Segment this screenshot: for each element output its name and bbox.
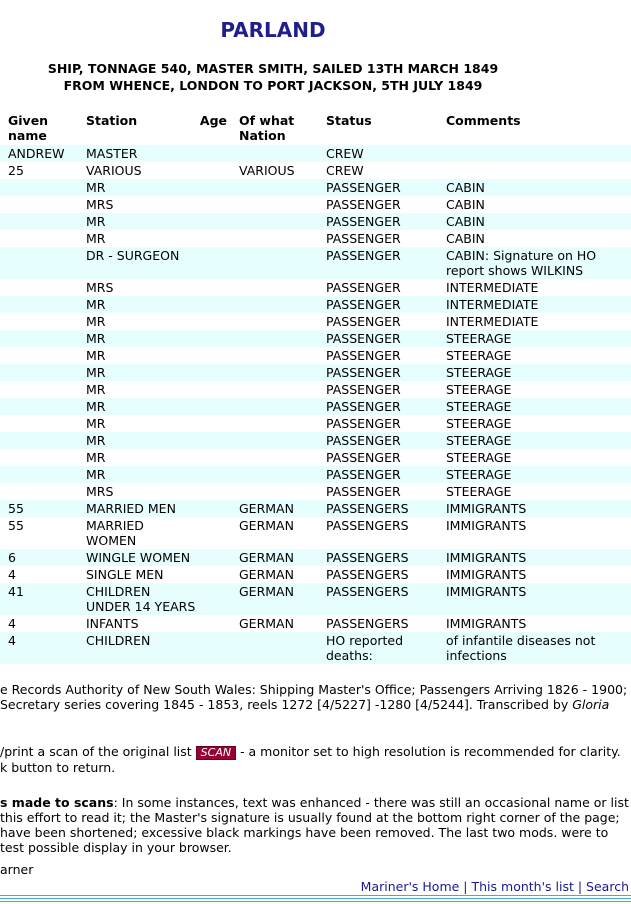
- cell-nation: [231, 466, 318, 483]
- table-row: [0, 313, 631, 330]
- cell-nation: [231, 449, 318, 466]
- scan-paragraph: [0, 744, 621, 775]
- cell-comments: IMMIGRANTS: [446, 550, 527, 565]
- cell-nation: [231, 415, 318, 432]
- cell-station: VARIOUS: [86, 163, 142, 178]
- cell-station: MR: [86, 416, 106, 431]
- scan-button[interactable]: SCAN: [196, 746, 236, 760]
- cell-comments: [438, 145, 631, 162]
- cell-given-name: [0, 230, 78, 247]
- cell-status: PASSENGER: [326, 450, 401, 465]
- cell-age: [196, 196, 231, 213]
- table-header-row: [0, 113, 631, 145]
- table-row: [0, 466, 631, 483]
- scan-text-before: /print a scan of the original list: [0, 744, 196, 759]
- cell-nation: GERMAN: [239, 567, 294, 582]
- cell-station: MR: [86, 399, 106, 414]
- cell-nation: GERMAN: [239, 584, 294, 599]
- cell-comments: STEERAGE: [446, 348, 512, 363]
- cell-station: MR: [86, 331, 106, 346]
- mods-line-2: this effort to read it; the Master's signature is usually found at the bottom right corner of the page;: [0, 810, 620, 825]
- cell-comments: STEERAGE: [446, 433, 512, 448]
- cell-nation: [231, 196, 318, 213]
- cell-comments: CABIN: [446, 180, 485, 195]
- cell-given-name: [0, 432, 78, 449]
- source-line-2-text: Secretary series covering 1845 - 1853, reels 1272 [4/5227] -1280 [4/5244]. Transcribed by: [0, 697, 573, 712]
- cell-nation: [231, 330, 318, 347]
- source-line-2: [0, 697, 631, 712]
- table-row: [0, 330, 631, 347]
- table-row: [0, 213, 631, 230]
- cell-comments: INTERMEDIATE: [446, 314, 539, 329]
- mods-line-3: have been shortened; excessive black markings have been removed. The last two mods. were to: [0, 825, 609, 840]
- footer-rule: [0, 895, 631, 896]
- cell-comments: STEERAGE: [446, 484, 512, 499]
- cell-status: PASSENGER: [326, 297, 401, 312]
- cell-station: MR: [86, 180, 106, 195]
- table-row: [0, 364, 631, 381]
- table-row: [0, 247, 631, 279]
- cell-station: MR: [86, 348, 106, 363]
- cell-status: PASSENGERS: [326, 584, 409, 599]
- cell-station: MR: [86, 382, 106, 397]
- cell-status: PASSENGER: [326, 484, 401, 499]
- table-row: [0, 347, 631, 364]
- table-row: [0, 432, 631, 449]
- cell-nation: [231, 381, 318, 398]
- cell-comments: STEERAGE: [446, 399, 512, 414]
- cell-age: [196, 398, 231, 415]
- cell-nation: [231, 483, 318, 500]
- cell-given-name: 25: [8, 163, 24, 178]
- cell-status: PASSENGER: [326, 399, 401, 414]
- cell-age: [196, 179, 231, 196]
- cell-nation: GERMAN: [239, 616, 294, 631]
- cell-age: [196, 381, 231, 398]
- cell-status: PASSENGER: [326, 348, 401, 363]
- footer-separator: |: [459, 879, 472, 894]
- cell-station: MR: [86, 433, 106, 448]
- cell-given-name: [0, 415, 78, 432]
- cell-comments: [438, 162, 631, 179]
- table-row: [0, 381, 631, 398]
- footer-separator: |: [573, 879, 587, 894]
- cell-comments: STEERAGE: [446, 416, 512, 431]
- cell-status: PASSENGER: [326, 231, 401, 246]
- cell-status: PASSENGER: [326, 214, 401, 229]
- cell-comments: CABIN: Signature on HO report shows WILKINS: [446, 248, 597, 278]
- cell-nation: [231, 279, 318, 296]
- cell-given-name: [0, 330, 78, 347]
- cell-status: HO reported deaths:: [326, 633, 404, 663]
- cell-status: PASSENGER: [326, 248, 401, 263]
- cell-nation: [231, 213, 318, 230]
- cell-given-name: [0, 247, 78, 279]
- cell-status: PASSENGERS: [326, 616, 409, 631]
- cell-age: [196, 296, 231, 313]
- cell-status: PASSENGER: [326, 433, 401, 448]
- table-row: [0, 549, 631, 566]
- source-line-1: e Records Authority of New South Wales: Shipping Master's Office; Passengers Arriving 1826 - 1900;: [0, 682, 628, 697]
- cell-comments: IMMIGRANTS: [446, 584, 527, 599]
- cell-age: [196, 247, 231, 279]
- cell-nation: GERMAN: [239, 501, 294, 516]
- table-row: [0, 279, 631, 296]
- footer-rule: [0, 898, 631, 899]
- cell-comments: STEERAGE: [446, 382, 512, 397]
- table-row: [0, 145, 631, 162]
- cell-station: MARRIED MEN: [86, 501, 176, 516]
- cell-nation: [231, 296, 318, 313]
- table-row: [0, 398, 631, 415]
- cell-age: [196, 466, 231, 483]
- cell-age: [196, 483, 231, 500]
- cell-status: PASSENGER: [326, 365, 401, 380]
- table-row: [0, 566, 631, 583]
- cell-comments: CABIN: [446, 214, 485, 229]
- cell-comments: IMMIGRANTS: [446, 518, 527, 533]
- column-header-station: Station: [86, 113, 138, 128]
- cell-age: [196, 364, 231, 381]
- footer-nav: [361, 879, 629, 894]
- cell-station: MRS: [86, 197, 114, 212]
- column-header-nation: Of what Nation: [239, 113, 295, 143]
- cell-nation: [231, 347, 318, 364]
- cell-comments: IMMIGRANTS: [446, 501, 527, 516]
- cell-age: [196, 632, 231, 664]
- table-body: [0, 145, 631, 664]
- cell-station: CHILDREN UNDER 14 YEARS: [86, 584, 196, 614]
- cell-age: [196, 615, 231, 632]
- cell-station: MR: [86, 467, 106, 482]
- table-row: [0, 517, 631, 549]
- cell-given-name: 55: [8, 501, 24, 516]
- voyage-subtitle: [0, 60, 546, 94]
- cell-given-name: 41: [8, 584, 24, 599]
- scan-line-2: k button to return.: [0, 760, 116, 775]
- cell-nation: [231, 247, 318, 279]
- cell-status: PASSENGERS: [326, 501, 409, 516]
- subtitle-line-1: SHIP, TONNAGE 540, MASTER SMITH, SAILED 13TH MARCH 1849: [47, 61, 499, 76]
- cell-age: [196, 213, 231, 230]
- cell-status: CREW: [326, 163, 364, 178]
- page-title: PARLAND: [220, 18, 326, 42]
- cell-status: CREW: [326, 146, 364, 161]
- cell-given-name: [0, 364, 78, 381]
- subtitle-line-2: FROM WHENCE, LONDON TO PORT JACKSON, 5TH JULY 1849: [63, 78, 483, 93]
- cell-nation: [231, 364, 318, 381]
- cell-comments: STEERAGE: [446, 331, 512, 346]
- table-row: [0, 449, 631, 466]
- cell-nation: [231, 632, 318, 664]
- modifications-note: [0, 795, 629, 855]
- cell-given-name: 4: [8, 616, 16, 631]
- cell-age: [196, 432, 231, 449]
- cell-age: [196, 347, 231, 364]
- table-row: [0, 230, 631, 247]
- cell-age: [196, 583, 231, 615]
- cell-nation: GERMAN: [239, 550, 294, 565]
- table-row: [0, 296, 631, 313]
- cell-given-name: 4: [8, 567, 16, 582]
- cell-age: [196, 313, 231, 330]
- cell-status: PASSENGER: [326, 382, 401, 397]
- link-search[interactable]: Search: [586, 879, 629, 894]
- cell-status: PASSENGER: [326, 180, 401, 195]
- cell-given-name: [0, 296, 78, 313]
- cell-age: [196, 549, 231, 566]
- cell-status: PASSENGER: [326, 280, 401, 295]
- table-row: [0, 415, 631, 432]
- cell-age: [196, 415, 231, 432]
- cell-station: MR: [86, 214, 106, 229]
- scan-line-1: [0, 744, 621, 760]
- cell-station: MR: [86, 231, 106, 246]
- cell-given-name: [0, 483, 78, 500]
- cell-comments: STEERAGE: [446, 450, 512, 465]
- scan-text-after: - a monitor set to high resolution is recommended for clarity.: [236, 744, 621, 759]
- cell-station: MR: [86, 297, 106, 312]
- cell-status: PASSENGER: [326, 331, 401, 346]
- cell-station: MR: [86, 314, 106, 329]
- cell-comments: IMMIGRANTS: [446, 567, 527, 582]
- column-header-status: Status: [326, 113, 372, 128]
- cell-comments: IMMIGRANTS: [446, 616, 527, 631]
- table-row: [0, 162, 631, 179]
- cell-station: INFANTS: [86, 616, 139, 631]
- cell-given-name: [0, 279, 78, 296]
- cell-station: MR: [86, 450, 106, 465]
- cell-station: MRS: [86, 280, 114, 295]
- cell-given-name: [0, 196, 78, 213]
- cell-comments: STEERAGE: [446, 365, 512, 380]
- table-row: [0, 196, 631, 213]
- mods-line-1: [0, 795, 629, 810]
- cell-given-name: [0, 466, 78, 483]
- cell-station: SINGLE MEN: [86, 567, 164, 582]
- mods-line-1-text: : In some instances, text was enhanced - there was still an occasional name or list: [113, 795, 629, 810]
- column-header-given-name: Given name: [8, 113, 49, 143]
- cell-nation: [231, 145, 318, 162]
- cell-status: PASSENGERS: [326, 518, 409, 533]
- table-row: [0, 615, 631, 632]
- table-row: [0, 500, 631, 517]
- cell-nation: [231, 432, 318, 449]
- cell-age: [196, 162, 231, 179]
- table-row: [0, 632, 631, 664]
- cell-given-name: [0, 381, 78, 398]
- cell-age: [196, 566, 231, 583]
- cell-given-name: 55: [8, 518, 24, 533]
- cell-status: PASSENGERS: [326, 550, 409, 565]
- credit-line: arner: [0, 862, 34, 877]
- cell-age: [196, 449, 231, 466]
- cell-comments: CABIN: [446, 197, 485, 212]
- cell-given-name: [0, 313, 78, 330]
- source-note: [0, 682, 631, 712]
- cell-station: MR: [86, 365, 106, 380]
- link-this-months-list[interactable]: This month's list: [471, 879, 574, 894]
- cell-given-name: [0, 213, 78, 230]
- column-header-comments: Comments: [446, 113, 521, 128]
- transcriber-name: Gloria: [572, 697, 610, 712]
- cell-nation: [231, 313, 318, 330]
- cell-status: PASSENGER: [326, 416, 401, 431]
- cell-station: MASTER: [86, 146, 138, 161]
- cell-given-name: [0, 449, 78, 466]
- cell-given-name: [0, 398, 78, 415]
- cell-status: PASSENGER: [326, 314, 401, 329]
- mods-label: s made to scans: [0, 795, 114, 810]
- table-row: [0, 583, 631, 615]
- table-row: [0, 483, 631, 500]
- cell-nation: [231, 230, 318, 247]
- cell-age: [196, 517, 231, 549]
- cell-status: PASSENGERS: [326, 567, 409, 582]
- cell-age: [196, 279, 231, 296]
- mods-line-4: test possible display in your browser.: [0, 840, 232, 855]
- cell-status: PASSENGER: [326, 467, 401, 482]
- cell-age: [196, 500, 231, 517]
- cell-given-name: 4: [8, 633, 16, 648]
- table-row: [0, 179, 631, 196]
- cell-status: PASSENGER: [326, 197, 401, 212]
- cell-station: WINGLE WOMEN: [86, 550, 191, 565]
- cell-age: [196, 230, 231, 247]
- cell-station: MRS: [86, 484, 114, 499]
- cell-given-name: [0, 179, 78, 196]
- cell-comments: INTERMEDIATE: [446, 297, 539, 312]
- cell-given-name: ANDREW: [8, 146, 65, 161]
- cell-station: CHILDREN: [86, 633, 151, 648]
- cell-given-name: [0, 347, 78, 364]
- cell-given-name: 6: [8, 550, 16, 565]
- cell-nation: [231, 398, 318, 415]
- cell-comments: CABIN: [446, 231, 485, 246]
- column-header-age: Age: [199, 113, 227, 128]
- cell-comments: INTERMEDIATE: [446, 280, 539, 295]
- footer-rule: [0, 901, 631, 902]
- cell-nation: VARIOUS: [239, 163, 295, 178]
- cell-station: DR - SURGEON: [86, 248, 180, 263]
- cell-age: [196, 330, 231, 347]
- cell-nation: [231, 179, 318, 196]
- cell-station: MARRIED WOMEN: [86, 518, 144, 548]
- passenger-table: [0, 113, 631, 664]
- cell-nation: GERMAN: [239, 518, 294, 533]
- cell-comments: of infantile diseases not infections: [446, 633, 596, 663]
- link-mariners-home[interactable]: Mariner's Home: [360, 879, 460, 894]
- cell-comments: STEERAGE: [446, 467, 512, 482]
- cell-age: [196, 145, 231, 162]
